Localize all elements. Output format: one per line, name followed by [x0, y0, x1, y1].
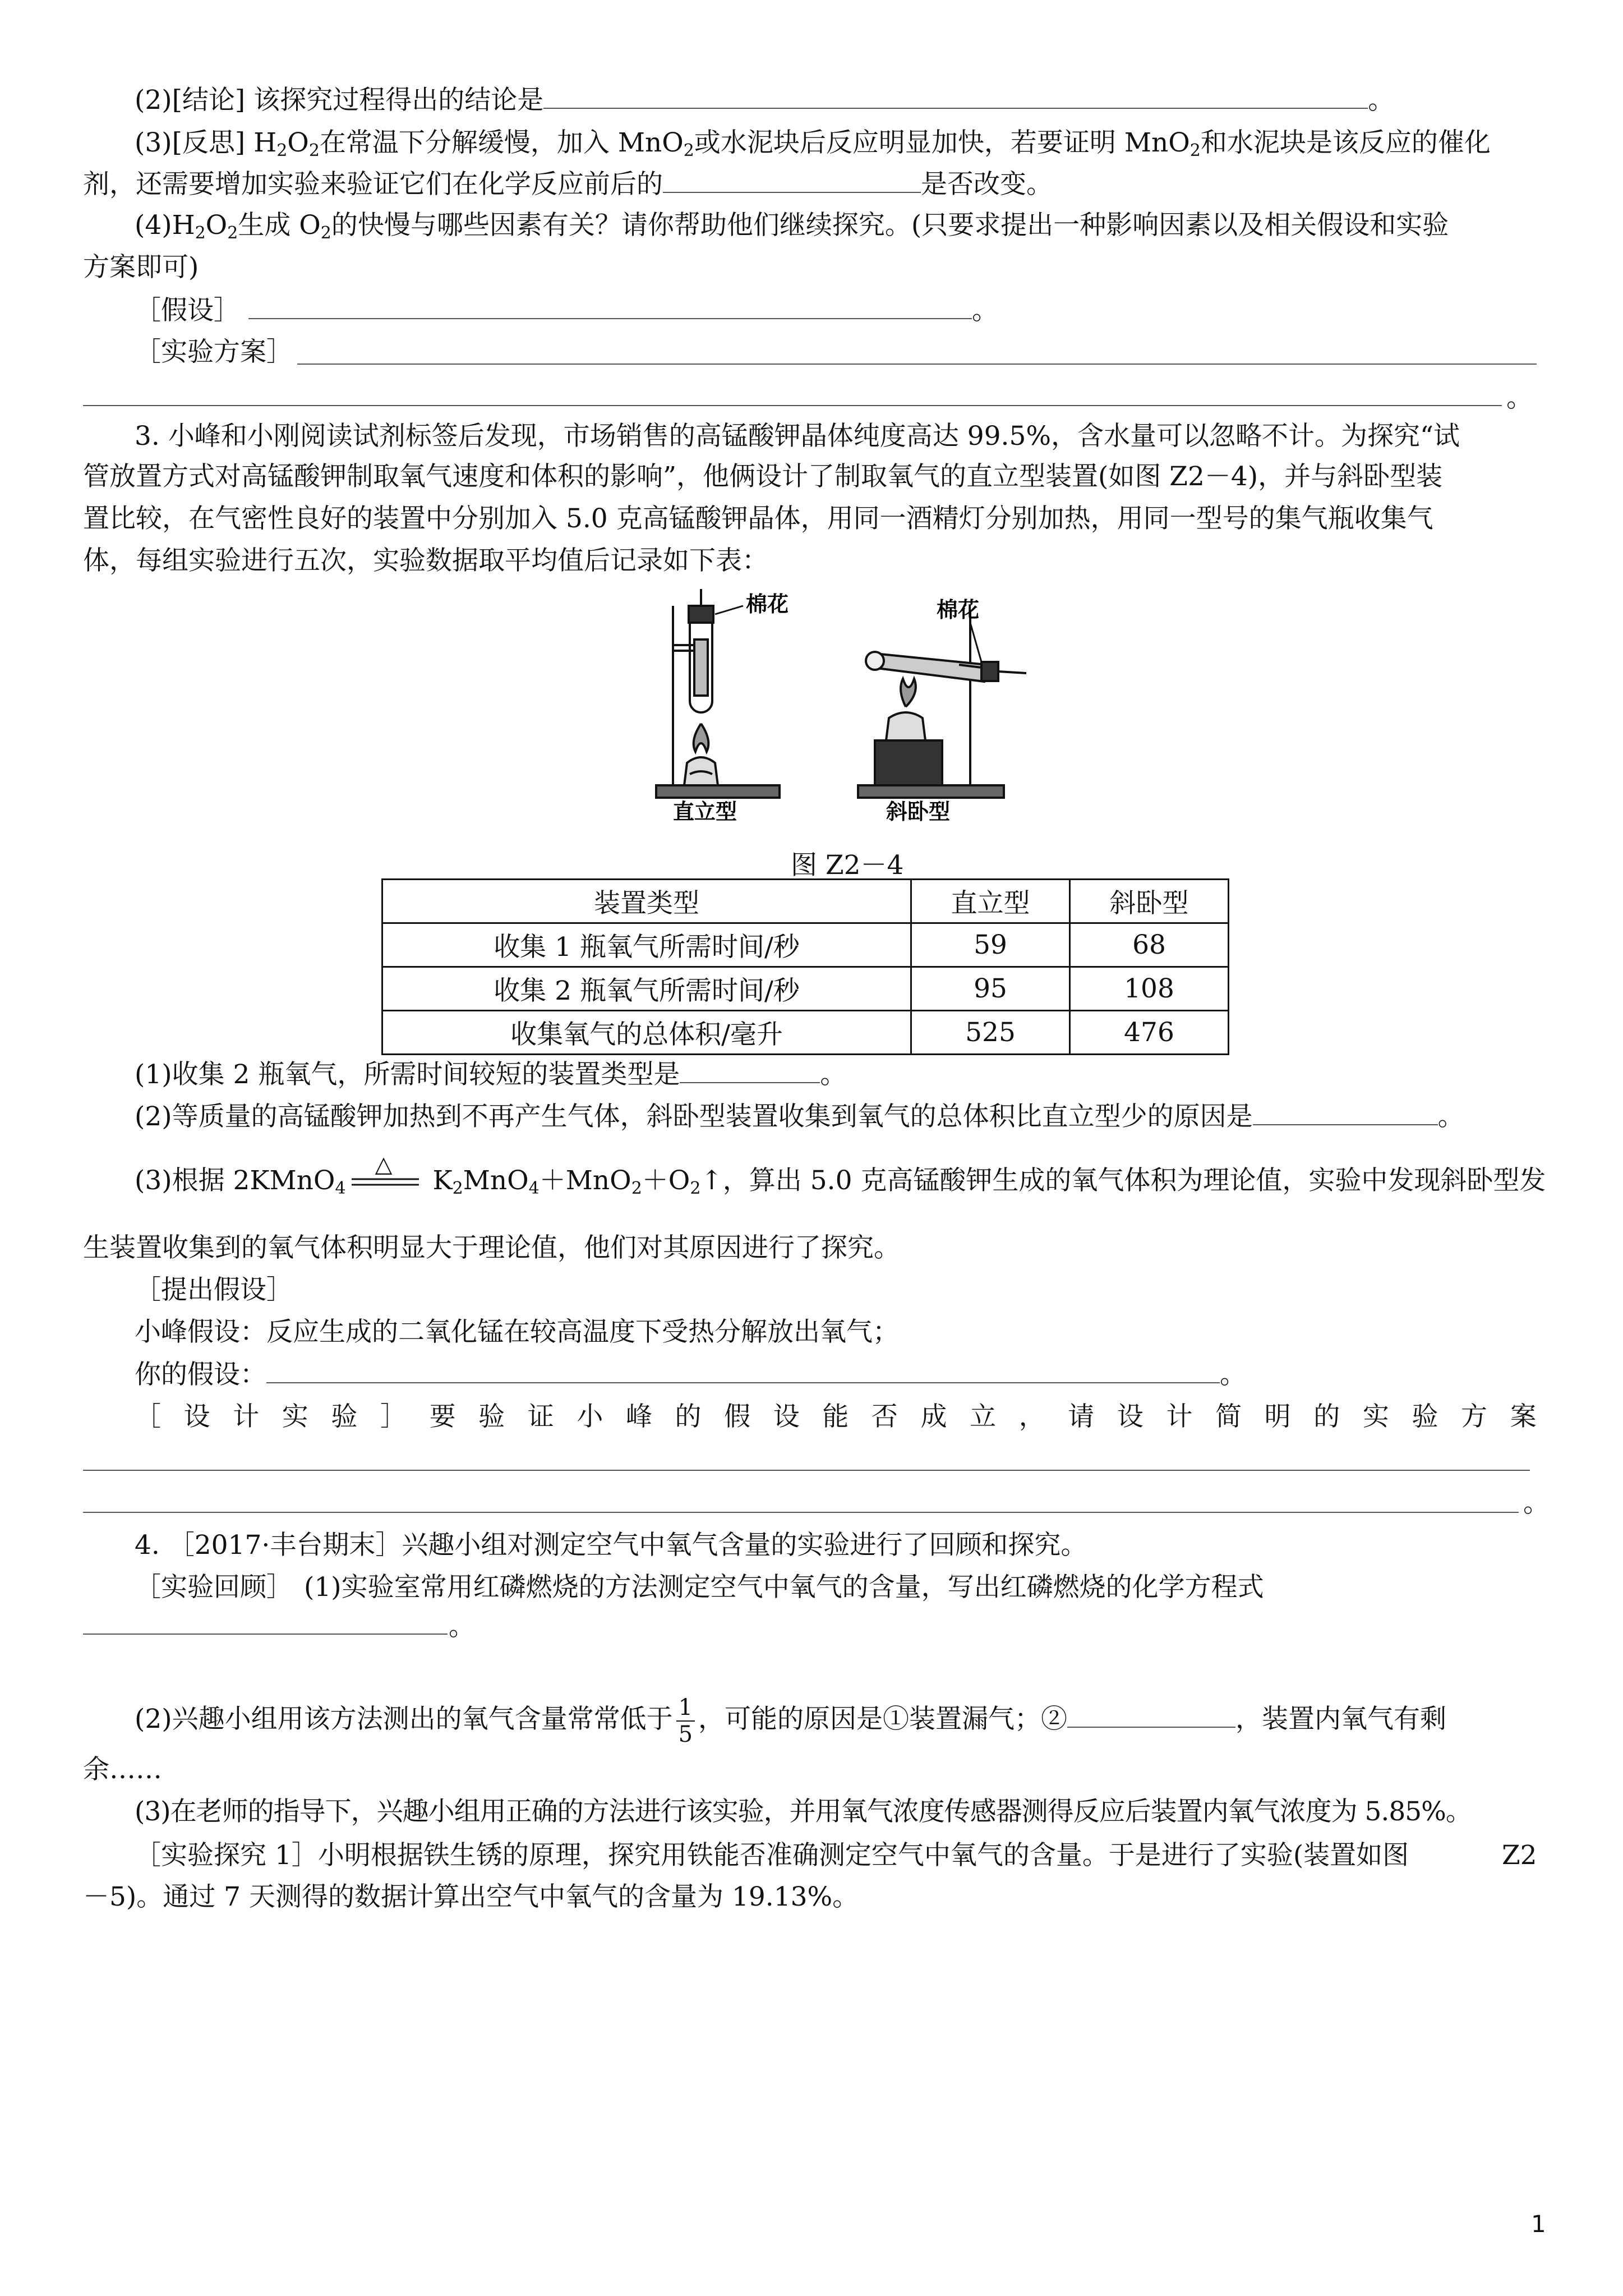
label-upright: 直立型: [673, 799, 737, 824]
figure-caption: 图 Z2－4: [791, 850, 904, 881]
q2-factor-line2: 方案即可): [83, 252, 199, 283]
answer-blank[interactable]: [1067, 1702, 1235, 1728]
table-row: 收集 2 瓶氧气所需时间/秒 95 108: [382, 967, 1229, 1011]
q3-intro-line2: 管放置方式对高锰酸钾制取氧气速度和体积的影响”，他俩设计了制取氧气的直立型装置(如图 Z2－4)，并与斜卧型装: [83, 461, 1443, 492]
upright-apparatus: [656, 589, 780, 798]
answer-blank[interactable]: [266, 1358, 1220, 1383]
q4-sub3: (3)在老师的指导下，兴趣小组用正确的方法进行该实验，并用氧气浓度传感器测得反应后装置内氧气浓度为 5.85%。: [135, 1796, 1472, 1827]
q3-xf-hypothesis: 小峰假设：反应生成的二氧化锰在较高温度下受热分解放出氧气；: [135, 1317, 899, 1347]
heating-equals-sign: △: [375, 1152, 393, 1177]
q4-explore1-line1: ［实验探究 1］小明根据铁生锈的原理，探究用铁能否准确测定空气中氧气的含量。于是进行了实验(装置如图: [135, 1840, 1409, 1871]
answer-blank[interactable]: [1253, 1099, 1438, 1125]
q3-your-hypothesis: 你的假设： 。: [135, 1358, 1246, 1392]
page-number: 1: [1531, 2210, 1546, 2238]
q2-reflection-line1: (3)[反思] $H_2O_2$在常温下分解缓慢，加入 MnO$_2$或水泥块后反应明显加快，若要证明 MnO$_2$和水泥块是该反应的催化: [135, 127, 1491, 160]
answer-blank[interactable]: [297, 364, 1537, 365]
q3-sub3-line2: 生装置收集到的氧气体积明显大于理论值，他们对其原因进行了探究。: [83, 1232, 900, 1263]
answer-blank[interactable]: [680, 1057, 820, 1083]
apparatus-figure: [623, 583, 1038, 847]
answer-blank[interactable]: [83, 405, 1502, 406]
q2-hypothesis: ［假设］ 。: [135, 293, 998, 328]
q3-propose-label: ［提出假设］: [135, 1274, 293, 1305]
table-row: 收集 1 瓶氧气所需时间/秒 59 68: [382, 923, 1229, 967]
q2-reflection-line2: 剂，还需要增加实验来验证它们在化学反应前后的 是否改变。: [83, 167, 1053, 201]
answer-blank[interactable]: [543, 83, 1368, 109]
q3-intro-line4: 体，每组实验进行五次，实验数据取平均值后记录如下表：: [83, 545, 768, 576]
fraction-one-fifth: $\frac{1}{5}$: [676, 1695, 695, 1747]
q4-sub2: (2)兴趣小组用该方法测出的氧气含量常常低于 $\frac{1}{5}$ ，可能的原因是①装置漏气；② ，装置内氧气有剩: [135, 1695, 1447, 1747]
table-row: 收集氧气的总体积/毫升 525 476: [382, 1011, 1229, 1055]
q4-intro: 4. ［2017·丰台期末］兴趣小组对测定空气中氧气含量的实验进行了回顾和探究。: [135, 1530, 1087, 1561]
q4-review-line: ［实验回顾］ (1)实验室常用红磷燃烧的方法测定空气中氧气的含量，写出红磷燃烧的化学方程式: [135, 1572, 1264, 1603]
q2-plan-label: ［实验方案］: [135, 337, 293, 367]
answer-blank[interactable]: [663, 167, 921, 193]
data-table: [381, 878, 1229, 1055]
q2-conclusion: (2)[结论] 该探究过程得出的结论是 。: [135, 83, 1394, 117]
q3-sub2: (2)等质量的高锰酸钾加热到不再产生气体，斜卧型装置收集到氧气的总体积比直立型少的原因是 。: [135, 1099, 1464, 1134]
worksheet-page: (2)[结论] 该探究过程得出的结论是 。 (3)[反思] $H_2O_2$在常温下分解缓慢，加入 MnO$_2$或水泥块后反应明显加快，若要证明 MnO$_2$和水泥块是该反应的催化 剂，还需要增加实验来验证它们在化学反应前后的 是否改变。 $(4)H_2O_2$生成 $O_2$的快慢与哪些因素有关？请你帮助他们继续探究。(只要求提出一种影响因素以及相关假设和实验 方案即可) ［假设］ 。 ［实验方案］ 。 3. 小峰和小刚阅读试剂标签后发现，市场销售的高锰酸钾晶体纯度高达 99.5%，含水量可以忽略不计。为探究“试 管放置方式对高锰酸钾制取氧气速度和体积的影响”，他俩设计了制取氧气的直立型装置(如图 Z2－4)，并与斜卧型装 置比较，在气密性良好的装置中分别加入 5.0 克高锰酸钾晶体，用同一酒精灯分别加热，用同一型号的集气瓶收集气 体，每组实验进行五次，实验数据取平均值后记录如下表： 直立型 斜卧型 棉花 棉花 图 Z2－4 装置类型 直立型 斜卧型 收集 1 瓶氧气所需时间/秒 59 68 收集 2 瓶氧气所需时间/秒 95 108 收集氧气的总体积/毫升 525 476 (1)收集 2 瓶氧气，所需时间较短的装置类型是 。 (2)等质量的高锰酸钾加热到不再产生气体，斜卧型装置收集到氧气的总体积比直立型少的原因是 。 (3)根据 2KMnO$_4$ △ $K_2MnO_4+MnO_2+O_2↑$，算出 5.0 克高锰酸钾生成的氧气体积为理论值，实验中发现斜卧型发 生装置收集到的氧气体积明显大于理论值，他们对其原因进行了探究。 ［提出假设］ 小峰假设：反应生成的二氧化锰在较高温度下受热分解放出氧气； 你的假设： 。 ［ 设 计 实 验 ］ 要 验 证 小 峰 的 假 设 能 否 成 立 ， 请 设 计 简 明 的 实 验 方 案 。 4. ［2017·丰台期末］兴趣小组对测定空气中氧气含量的实验进行了回顾和探究。 ［实验回顾］ (1)实验室常用红磷燃烧的方法测定空气中氧气的含量，写出红磷燃烧的化学方程式 。 (2)兴趣小组用该方法测出的氧气含量常常低于 $\frac{1}{5}$ ，可能的原因是①装置漏气；② ，装置内氧气有剩 余…… (3)在老师的指导下，兴趣小组用正确的方法进行该实验，并用氧气浓度传感器测得反应后装置内氧气浓度为 5.85%。 ［实验探究 1］小明根据铁生锈的原理，探究用铁能否准确测定空气中氧气的含量。于是进行了实验(装置如图 Z2 －5)。通过 7 天测得的数据计算出空气中氧气的含量为 19.13%。 1: [0, 0, 1623, 2296]
label-tilted: 斜卧型: [886, 799, 951, 824]
tilted-apparatus: [858, 611, 1026, 798]
q3-sub1: (1)收集 2 瓶氧气，所需时间较短的装置类型是 。: [135, 1057, 846, 1092]
q4-explore1-line2: －5)。通过 7 天测得的数据计算出空气中氧气的含量为 19.13%。: [83, 1881, 859, 1912]
q3-intro-line3: 置比较，在气密性良好的装置中分别加入 5.0 克高锰酸钾晶体，用同一酒精灯分别加热，用同一型号的集气瓶收集气: [83, 503, 1433, 534]
answer-blank[interactable]: [83, 1470, 1530, 1471]
label-cotton-left: 棉花: [746, 592, 789, 616]
label-cotton-right: 棉花: [937, 597, 980, 622]
q3-design-line: ［ 设 计 实 验 ］ 要 验 证 小 峰 的 假 设 能 否 成 立 ， 请 设 计 简 明 的 实 验 方 案: [135, 1401, 1537, 1432]
answer-blank[interactable]: [83, 1634, 448, 1635]
answer-blank[interactable]: [83, 1512, 1519, 1513]
table-header-row: 装置类型 直立型 斜卧型: [382, 880, 1229, 923]
answer-blank[interactable]: [248, 293, 972, 319]
q2-factor-line1: $(4)H_2O_2$生成 $O_2$的快慢与哪些因素有关？请你帮助他们继续探究。(只要求提出一种影响因素以及相关假设和实验: [135, 210, 1449, 243]
q4-sub2-line2: 余……: [83, 1754, 162, 1785]
apparatus-drawing: [623, 583, 1038, 847]
q3-intro-line1: 3. 小峰和小刚阅读试剂标签后发现，市场销售的高锰酸钾晶体纯度高达 99.5%，含水量可以忽略不计。为探究“试: [135, 421, 1460, 452]
q3-sub3-line1: (3)根据 2KMnO$_4$ △ $K_2MnO_4+MnO_2+O_2↑$，算出 5.0 克高锰酸钾生成的氧气体积为理论值，实验中发现斜卧型发: [135, 1152, 1546, 1198]
